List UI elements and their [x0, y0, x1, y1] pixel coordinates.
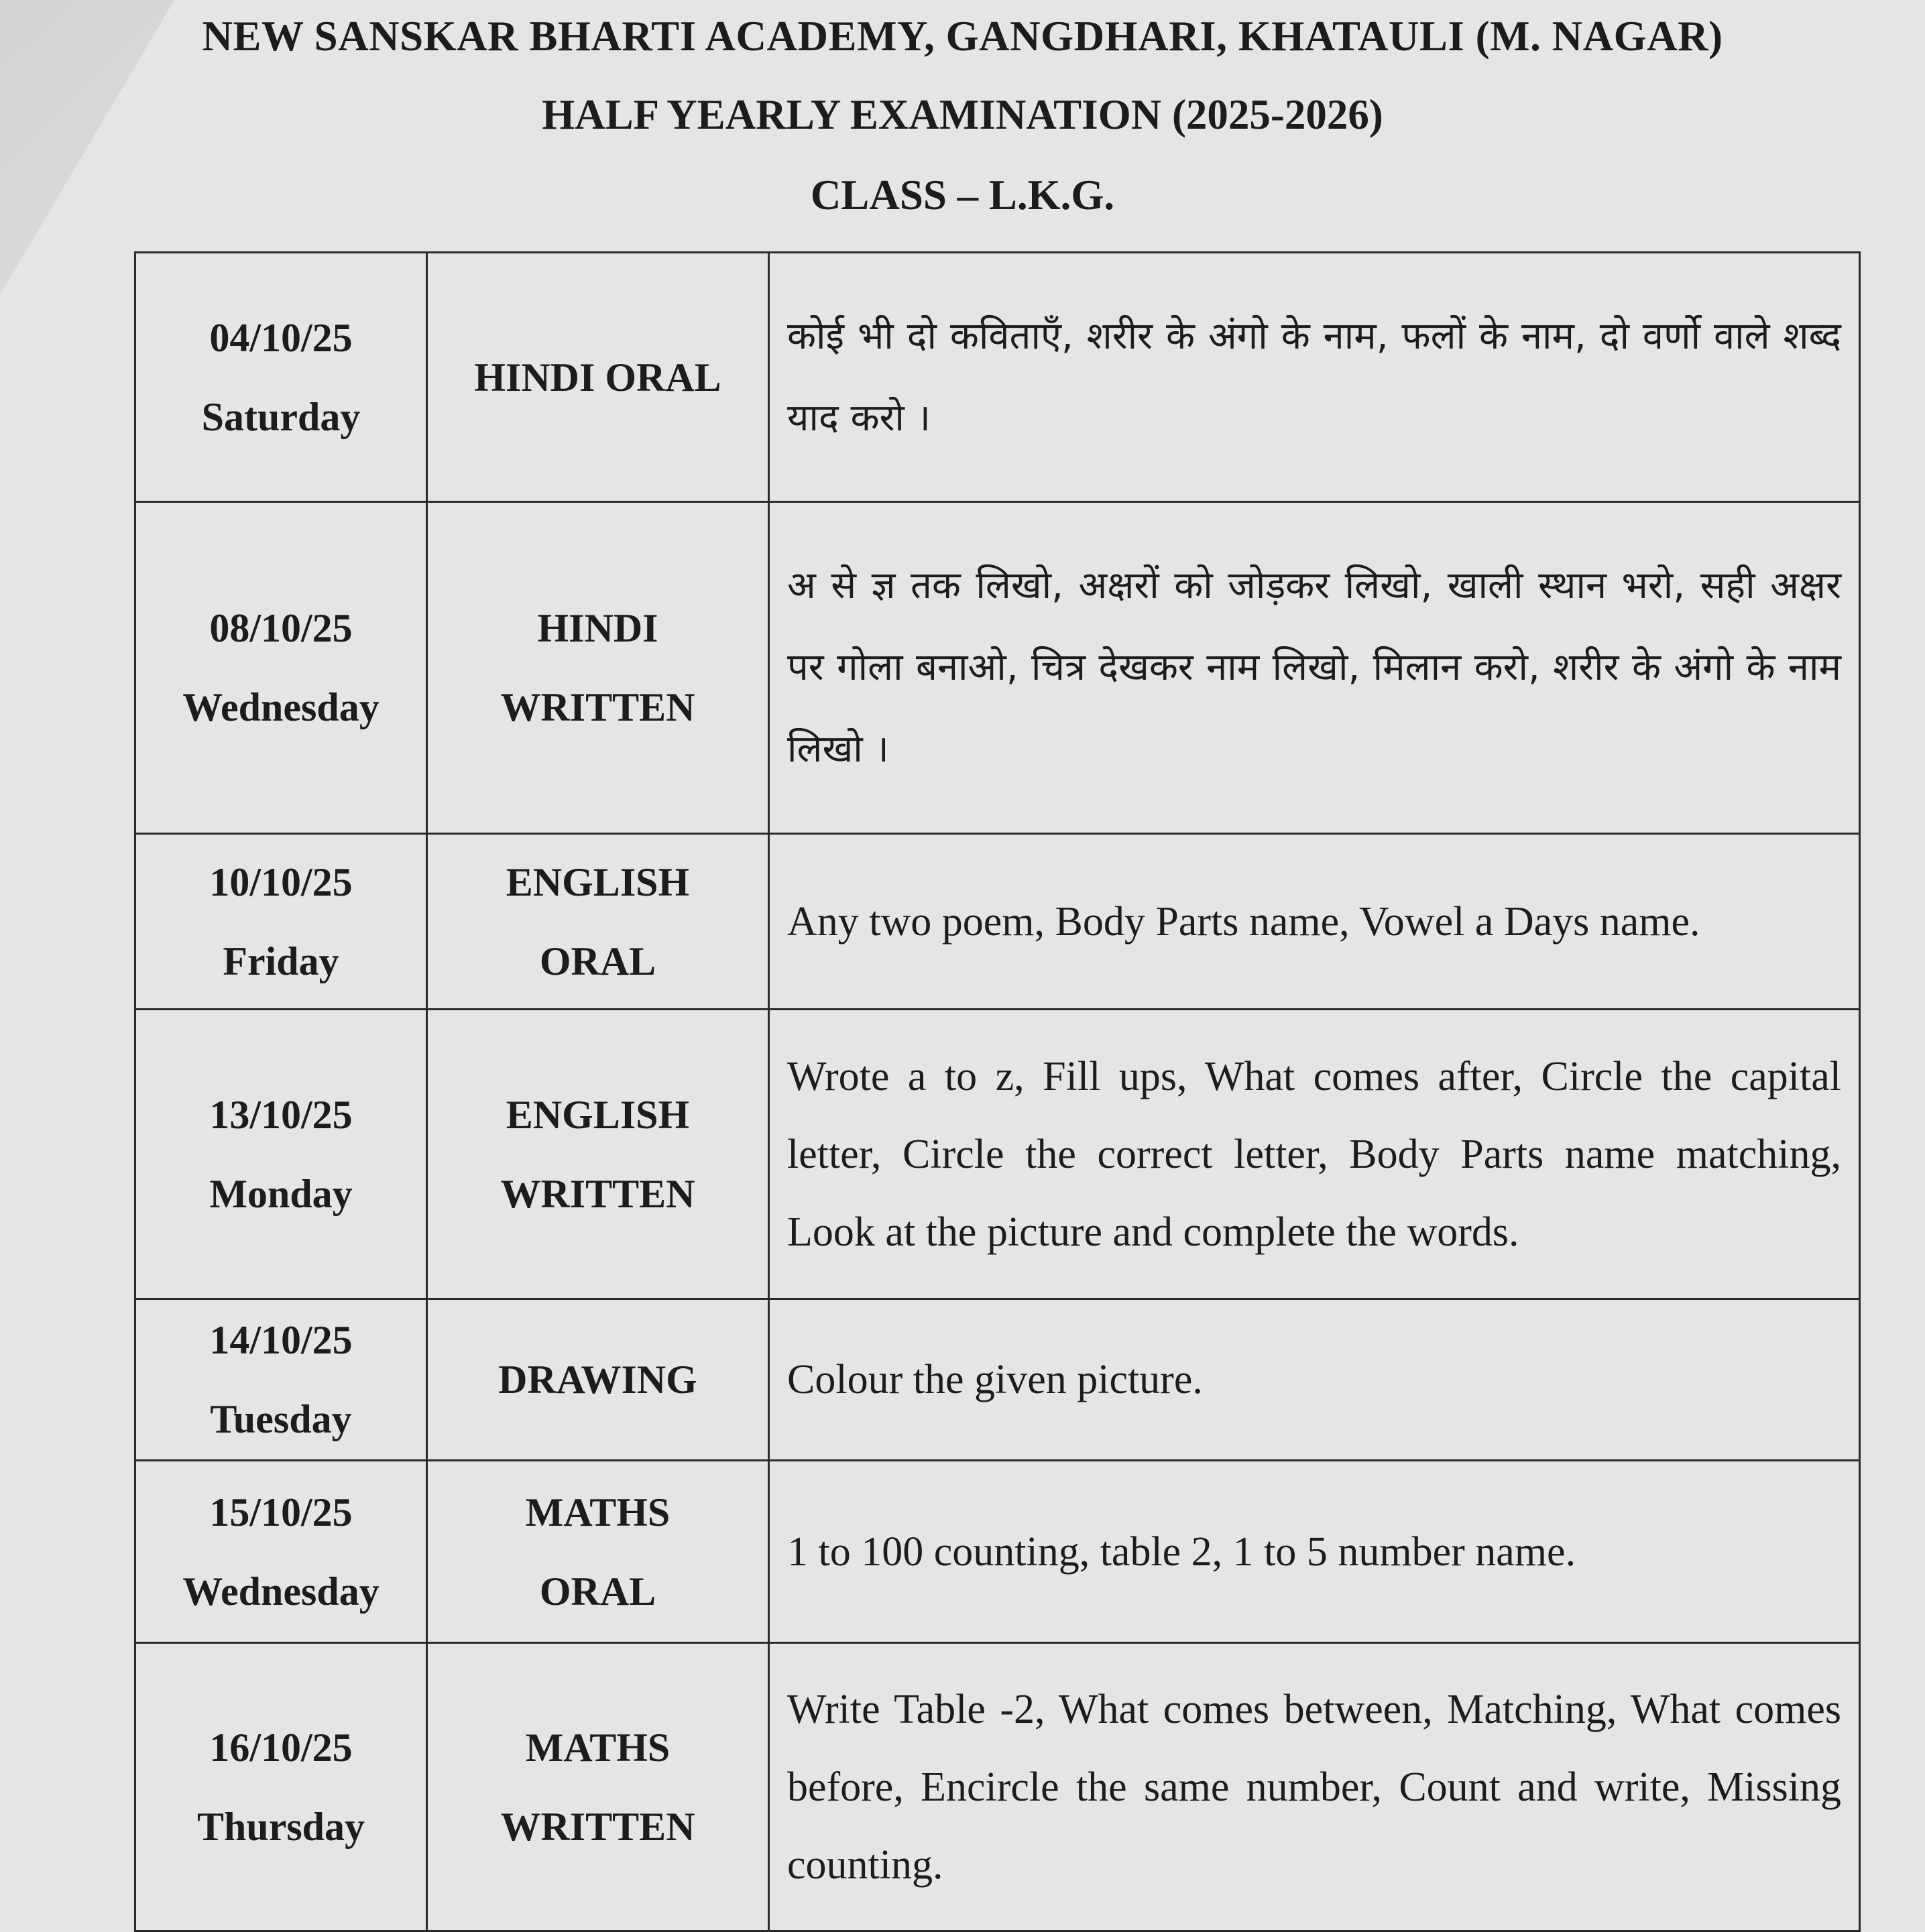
- table-row: [135, 1461, 1860, 1643]
- date-cell: [135, 1010, 427, 1299]
- syllabus-cell: 1 to 100 counting, table 2, 1 to 5 number name.: [769, 1461, 1860, 1643]
- date-cell: [135, 1461, 427, 1643]
- exam-date: 16/10/25: [209, 1725, 353, 1770]
- subject-cell: [427, 1299, 769, 1461]
- subject-line: MATHS: [525, 1490, 670, 1534]
- subject-line: ENGLISH: [506, 1092, 690, 1137]
- table-row: [135, 1010, 1860, 1299]
- subject-line: WRITTEN: [500, 685, 695, 729]
- subject-line: ORAL: [539, 939, 656, 983]
- subject-line: WRITTEN: [500, 1804, 695, 1849]
- exam-date: 10/10/25: [209, 859, 353, 904]
- syllabus-cell: Wrote a to z, Fill ups, What comes after, Circle the capital letter, Circle the correct letter, Body Parts name matching, Look at the picture and complete the words.: [769, 1010, 1860, 1299]
- date-cell: [135, 834, 427, 1010]
- subject-line: ENGLISH: [506, 859, 690, 904]
- school-name: NEW SANSKAR BHARTI ACADEMY, GANGDHARI, KHATAULI (M. NAGAR): [202, 13, 1723, 60]
- subject-line: HINDI: [537, 606, 658, 650]
- table-row: [135, 502, 1860, 834]
- exam-day: Thursday: [196, 1804, 365, 1849]
- subject-line: DRAWING: [498, 1357, 697, 1402]
- subject-cell: [427, 1010, 769, 1299]
- table-row: [135, 253, 1860, 502]
- exam-day: Tuesday: [210, 1397, 352, 1441]
- exam-title: HALF YEARLY EXAMINATION (2025-2026): [542, 91, 1383, 138]
- date-cell: [135, 1643, 427, 1931]
- table-row: [135, 1643, 1860, 1931]
- exam-date: 04/10/25: [209, 315, 353, 360]
- exam-date: 13/10/25: [209, 1092, 353, 1137]
- exam-day: Friday: [223, 939, 339, 983]
- exam-day: Saturday: [201, 394, 361, 439]
- syllabus-cell: कोई भी दो कविताएँ, शरीर के अंगो के नाम, फलों के नाम, दो वर्णो वाले शब्द याद करो ।: [769, 253, 1860, 502]
- date-cell: [135, 253, 427, 502]
- subject-line: MATHS: [525, 1725, 670, 1770]
- subject-line: ORAL: [539, 1569, 656, 1614]
- syllabus-cell: Colour the given picture.: [769, 1299, 1860, 1461]
- class-title: CLASS – L.K.G.: [810, 172, 1115, 219]
- date-cell: [135, 502, 427, 834]
- exam-schedule-table: [134, 251, 1861, 1932]
- syllabus-cell: Any two poem, Body Parts name, Vowel a Days name.: [769, 834, 1860, 1010]
- table-row: [135, 1299, 1860, 1461]
- subject-cell: [427, 834, 769, 1010]
- subject-line: HINDI ORAL: [474, 355, 721, 400]
- subject-cell: [427, 1461, 769, 1643]
- syllabus-cell: Write Table -2, What comes between, Matching, What comes before, Encircle the same number, Count and write, Missing counting.: [769, 1643, 1860, 1931]
- subject-cell: [427, 502, 769, 834]
- subject-cell: [427, 253, 769, 502]
- exam-date: 08/10/25: [209, 606, 353, 650]
- exam-date: 14/10/25: [209, 1318, 353, 1362]
- subject-line: WRITTEN: [500, 1171, 695, 1216]
- exam-day: Wednesday: [182, 1569, 380, 1614]
- exam-day: Wednesday: [182, 685, 380, 729]
- exam-day: Monday: [209, 1171, 353, 1216]
- date-cell: [135, 1299, 427, 1461]
- syllabus-cell: अ से ज्ञ तक लिखो, अक्षरों को जोड़कर लिखो, खाली स्थान भरो, सही अक्षर पर गोला बनाओ, चित्र देखकर नाम लिखो, मिलान करो, शरीर के अंगो के नाम लिखो ।: [769, 502, 1860, 834]
- subject-cell: [427, 1643, 769, 1931]
- exam-date: 15/10/25: [209, 1490, 353, 1534]
- table-row: [135, 834, 1860, 1010]
